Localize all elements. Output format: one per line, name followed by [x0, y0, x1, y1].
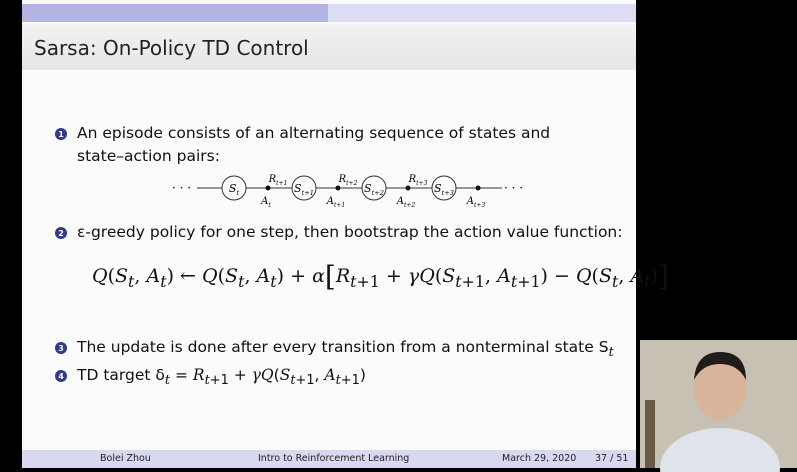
action-label-0: $A_t$	[261, 196, 271, 209]
bullet-number-1: 1	[55, 128, 67, 140]
state-action-sequence-diagram	[172, 170, 532, 210]
sequence-ellipsis-left: · · ·	[172, 181, 192, 195]
slide	[22, 0, 669, 468]
bullet-number-4: 4	[55, 370, 67, 382]
action-label-2: $A_{t+2}$	[396, 196, 416, 209]
bullet-3-text: The update is done after every transition from a nonterminal state $S_t$	[77, 338, 614, 361]
state-label-3: $S_{t+3}$	[434, 182, 454, 197]
title-bar	[22, 24, 636, 70]
footer-course-title: Intro to Reinforcement Learning	[258, 453, 410, 464]
bullet-1-line-1: An episode consists of an alternating sequence of states and	[77, 124, 551, 142]
action-dot-2	[406, 186, 411, 191]
reward-label-1: $R_{t+2}$	[338, 174, 358, 187]
action-label-3: $A_{t+3}$	[466, 196, 486, 209]
footer-page-number: 37 / 51	[595, 453, 629, 464]
bullet-2-text: ε-greedy policy for one step, then bootstrap the action value function:	[77, 223, 623, 241]
slide-footer	[22, 450, 636, 468]
action-dot-0	[266, 186, 271, 191]
action-dot-3	[476, 186, 481, 191]
action-dot-1	[336, 186, 341, 191]
bullet-number-3: 3	[55, 342, 67, 354]
progress-fill	[22, 4, 328, 22]
presenter-webcam	[640, 340, 797, 468]
slide-title: Sarsa: On-Policy TD Control	[34, 36, 309, 60]
reward-label-2: $R_{t+3}$	[408, 174, 428, 187]
bullet-3-label: The update is done after every transition from a nonterminal state S	[77, 338, 609, 356]
state-label-2: $S_{t+2}$	[364, 182, 384, 197]
footer-author: Bolei Zhou	[100, 453, 151, 464]
bullet-4-text: TD target $\delta_t = R_{t+1} + \gamma Q(S_{t+1}$, $A_{t+1}$)	[77, 366, 366, 389]
sarsa-update-equation: $Q(S_t$, $A_t$) ← $Q(S_t$, $A_t) + \alpha[R_{t+1} + \gamma Q(S_{t+1}$, $A_{t+1}) - Q(S_t$, $A_t$)]	[92, 260, 669, 293]
guitar-icon	[645, 400, 655, 468]
reward-label-0: $R_{t+1}$	[268, 174, 288, 187]
progress-bar	[22, 4, 636, 22]
td-target-label: TD target δ	[77, 366, 165, 384]
bullet-1-line-2: state–action pairs:	[77, 147, 220, 165]
state-label-1: $S_{t+1}$	[294, 182, 314, 197]
bullet-number-2: 2	[55, 227, 67, 239]
sequence-ellipsis-right: · · ·	[504, 181, 524, 195]
state-label-0: $S_t$	[228, 182, 240, 197]
action-label-1: $A_{t+1}$	[326, 196, 346, 209]
footer-date: March 29, 2020	[502, 453, 577, 464]
